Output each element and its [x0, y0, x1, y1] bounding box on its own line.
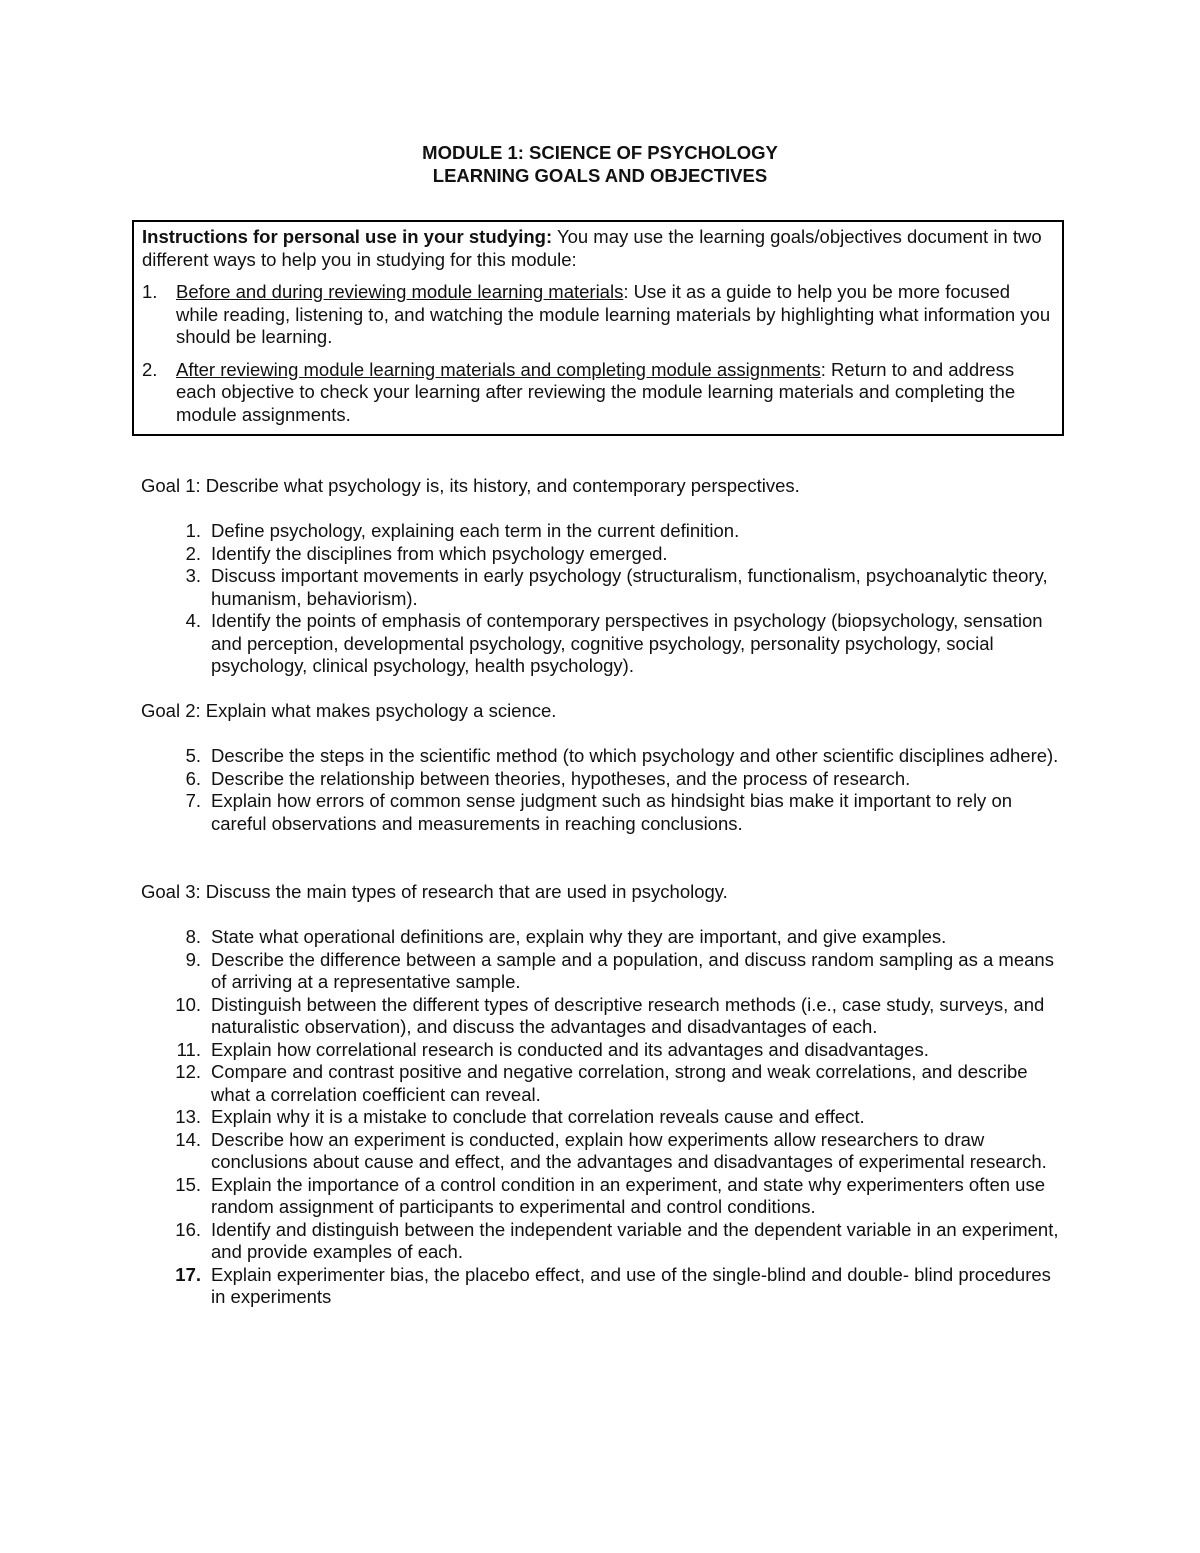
objective-number: 9.: [185, 948, 201, 970]
objective-item: [141, 1264, 1066, 1309]
objective-number: 5.: [185, 745, 201, 766]
goal-2-heading: Goal 2: Explain what makes psychology a science.: [141, 700, 557, 721]
objective-item: [141, 1106, 1066, 1129]
instructions-item-heading: After reviewing module learning materials and completing module assignments: [176, 358, 821, 380]
objective-item: [141, 565, 1066, 610]
objective-number: 12.: [175, 1061, 201, 1082]
objective-text: Identify the disciplines from which psychology emerged.: [211, 542, 668, 564]
goal-1-objectives: [141, 520, 1066, 678]
objective-number: 3.: [185, 565, 201, 586]
objective-number: 13.: [175, 1106, 201, 1127]
instructions-intro: [142, 226, 1054, 271]
objective-text: Discuss important movements in early psychology (structuralism, functionalism, psychoanalytic theory, humanism, behaviorism).: [211, 565, 1048, 609]
instructions-item-1: [142, 281, 1054, 349]
objective-number: 6.: [185, 767, 201, 789]
instructions-lead: Instructions for personal use in your studying:: [142, 226, 553, 247]
objective-text: Explain how correlational research is conducted and its advantages and disadvantages.: [211, 1038, 929, 1060]
objective-number: 4.: [185, 610, 201, 631]
goal-2-objectives: [141, 745, 1066, 835]
goal-1-heading: Goal 1: Describe what psychology is, its history, and contemporary perspectives.: [141, 475, 800, 496]
objective-text: Identify the points of emphasis of contemporary perspectives in psychology (biopsychology, sensation and perception, developmental psychology, cognitive psychology, personality psychology, social psychology, clinical psychology, health psychology).: [211, 610, 1043, 676]
objective-number: 16.: [175, 1218, 201, 1240]
objective-item: [141, 610, 1066, 678]
objective-text: State what operational definitions are, explain why they are important, and give examples.: [211, 926, 947, 947]
instructions-item-2: [142, 359, 1054, 427]
instructions-lead-text: You may use the learning goals/objectives document in two different ways to help you in studying for this module:: [142, 226, 1042, 270]
objective-number: 1.: [185, 520, 201, 541]
goal-3-objectives: [141, 926, 1066, 1309]
objective-item: [141, 1174, 1066, 1219]
objective-text: Distinguish between the different types of descriptive research methods (i.e., case study, surveys, and naturalistic observation), and discuss the advantages and disadvantages of each.: [211, 993, 1045, 1037]
objective-item: [141, 1129, 1066, 1174]
instructions-item-text: : Use it as a guide to help you be more focused while reading, listening to, and watching the module learning materials by highlighting what information you should be learning.: [176, 281, 1051, 347]
objective-text: Explain the importance of a control condition in an experiment, and state why experimenters often use random assignment of participants to experimental and control conditions.: [211, 1173, 1045, 1217]
objective-number: 11.: [176, 1038, 201, 1060]
objective-item: [141, 520, 1066, 543]
objective-number: 10.: [175, 993, 201, 1015]
objective-item: [141, 926, 1066, 949]
objective-number: 15.: [175, 1173, 201, 1195]
document-title: MODULE 1: SCIENCE OF PSYCHOLOGY: [422, 142, 778, 163]
objective-text: Explain experimenter bias, the placebo effect, and use of the single-blind and double- blind procedures in experiments: [211, 1263, 1051, 1307]
objective-number: 8.: [185, 926, 201, 947]
objective-number: 17.: [175, 1263, 201, 1285]
instructions-item-number: 1.: [142, 281, 158, 302]
instructions-box: [132, 220, 1064, 436]
objective-item: [141, 790, 1066, 835]
objective-number: 2.: [185, 542, 201, 564]
document-subtitle: LEARNING GOALS AND OBJECTIVES: [432, 165, 768, 186]
objective-text: Identify and distinguish between the independent variable and the dependent variable in an experiment, and provide examples of each.: [211, 1218, 1059, 1262]
goal-3-heading: Goal 3: Discuss the main types of research that are used in psychology.: [141, 881, 728, 902]
objective-text: Describe the relationship between theories, hypotheses, and the process of research.: [211, 767, 911, 789]
instructions-item-heading: Before and during reviewing module learning materials: [176, 281, 624, 302]
objective-item: [141, 745, 1066, 768]
objective-text: Explain how errors of common sense judgment such as hindsight bias make it important to rely on careful observations and measurements in reaching conclusions.: [211, 790, 1013, 834]
objective-item: [141, 543, 1066, 566]
objective-number: 7.: [185, 790, 201, 811]
objective-text: Compare and contrast positive and negative correlation, strong and weak correlations, and describe what a correlation coefficient can reveal.: [211, 1061, 1028, 1105]
objective-item: [141, 1039, 1066, 1062]
objective-text: Explain why it is a mistake to conclude that correlation reveals cause and effect.: [211, 1106, 865, 1127]
objective-text: Define psychology, explaining each term in the current definition.: [211, 520, 740, 541]
instructions-item-number: 2.: [142, 358, 158, 380]
objective-item: [141, 1219, 1066, 1264]
objective-item: [141, 994, 1066, 1039]
objective-item: [141, 1061, 1066, 1106]
objective-item: [141, 949, 1066, 994]
objective-item: [141, 768, 1066, 791]
objective-text: Describe the steps in the scientific method (to which psychology and other scientific disciplines adhere).: [211, 745, 1059, 766]
objective-text: Describe the difference between a sample and a population, and discuss random sampling as a means of arriving at a representative sample.: [211, 948, 1054, 992]
objective-text: Describe how an experiment is conducted, explain how experiments allow researchers to draw conclusions about cause and effect, and the advantages and disadvantages of experimental research.: [211, 1128, 1047, 1172]
objective-number: 14.: [175, 1128, 201, 1150]
instructions-item-text: : Return to and address each objective to check your learning after reviewing the module learning materials and completing the module assignments.: [176, 358, 1016, 425]
